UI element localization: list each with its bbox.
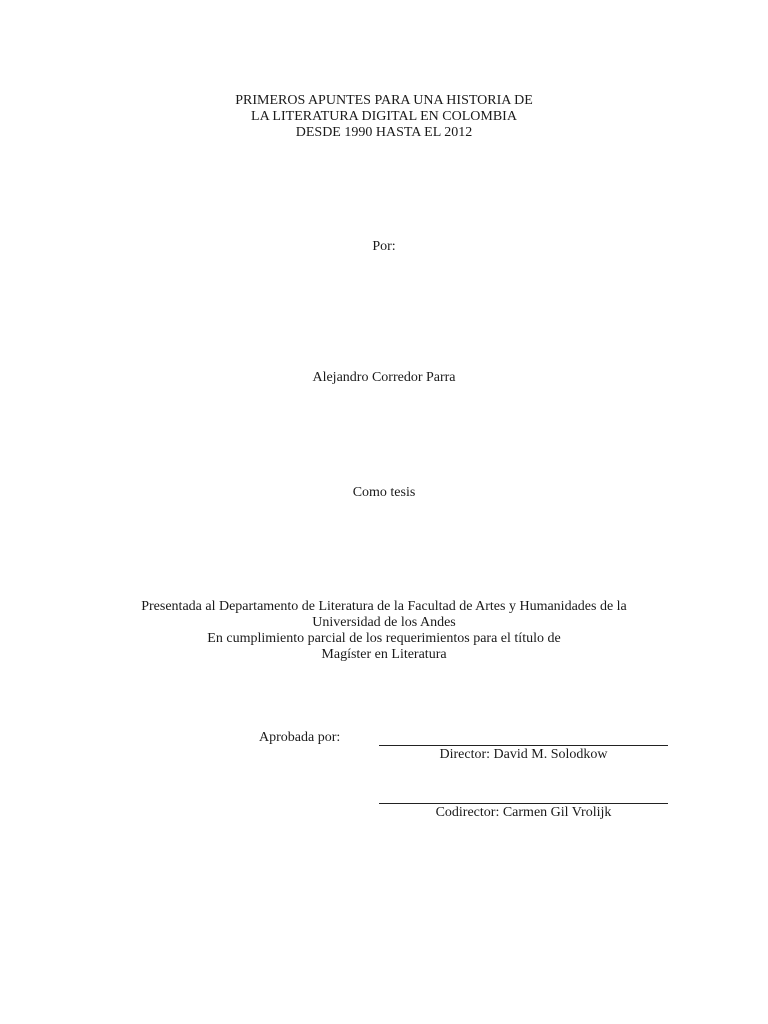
presentation-line: Universidad de los Andes bbox=[312, 615, 456, 630]
codirector-signature-line bbox=[379, 803, 668, 804]
by-label: Por: bbox=[372, 239, 396, 254]
title-line: LA LITERATURA DIGITAL EN COLOMBIA bbox=[251, 109, 517, 124]
director-caption: Director: David M. Solodkow bbox=[439, 747, 608, 762]
presentation-line: Magíster en Literatura bbox=[321, 647, 447, 662]
title-line: DESDE 1990 HASTA EL 2012 bbox=[295, 125, 473, 140]
approved-by-label: Aprobada por: bbox=[259, 730, 341, 745]
presentation-line: En cumplimiento parcial de los requerimientos para el título de bbox=[207, 631, 561, 646]
director-signature-line bbox=[379, 745, 668, 746]
author-name: Alejandro Corredor Parra bbox=[312, 370, 456, 385]
presentation-line: Presentada al Departamento de Literatura de la Facultad de Artes y Humanidades de la bbox=[141, 599, 627, 614]
thesis-label: Como tesis bbox=[352, 485, 416, 500]
thesis-title bbox=[0, 93, 768, 141]
presentation-statement bbox=[0, 599, 768, 663]
codirector-caption: Codirector: Carmen Gil Vrolijk bbox=[435, 805, 612, 820]
title-line: PRIMEROS APUNTES PARA UNA HISTORIA DE bbox=[235, 93, 533, 108]
